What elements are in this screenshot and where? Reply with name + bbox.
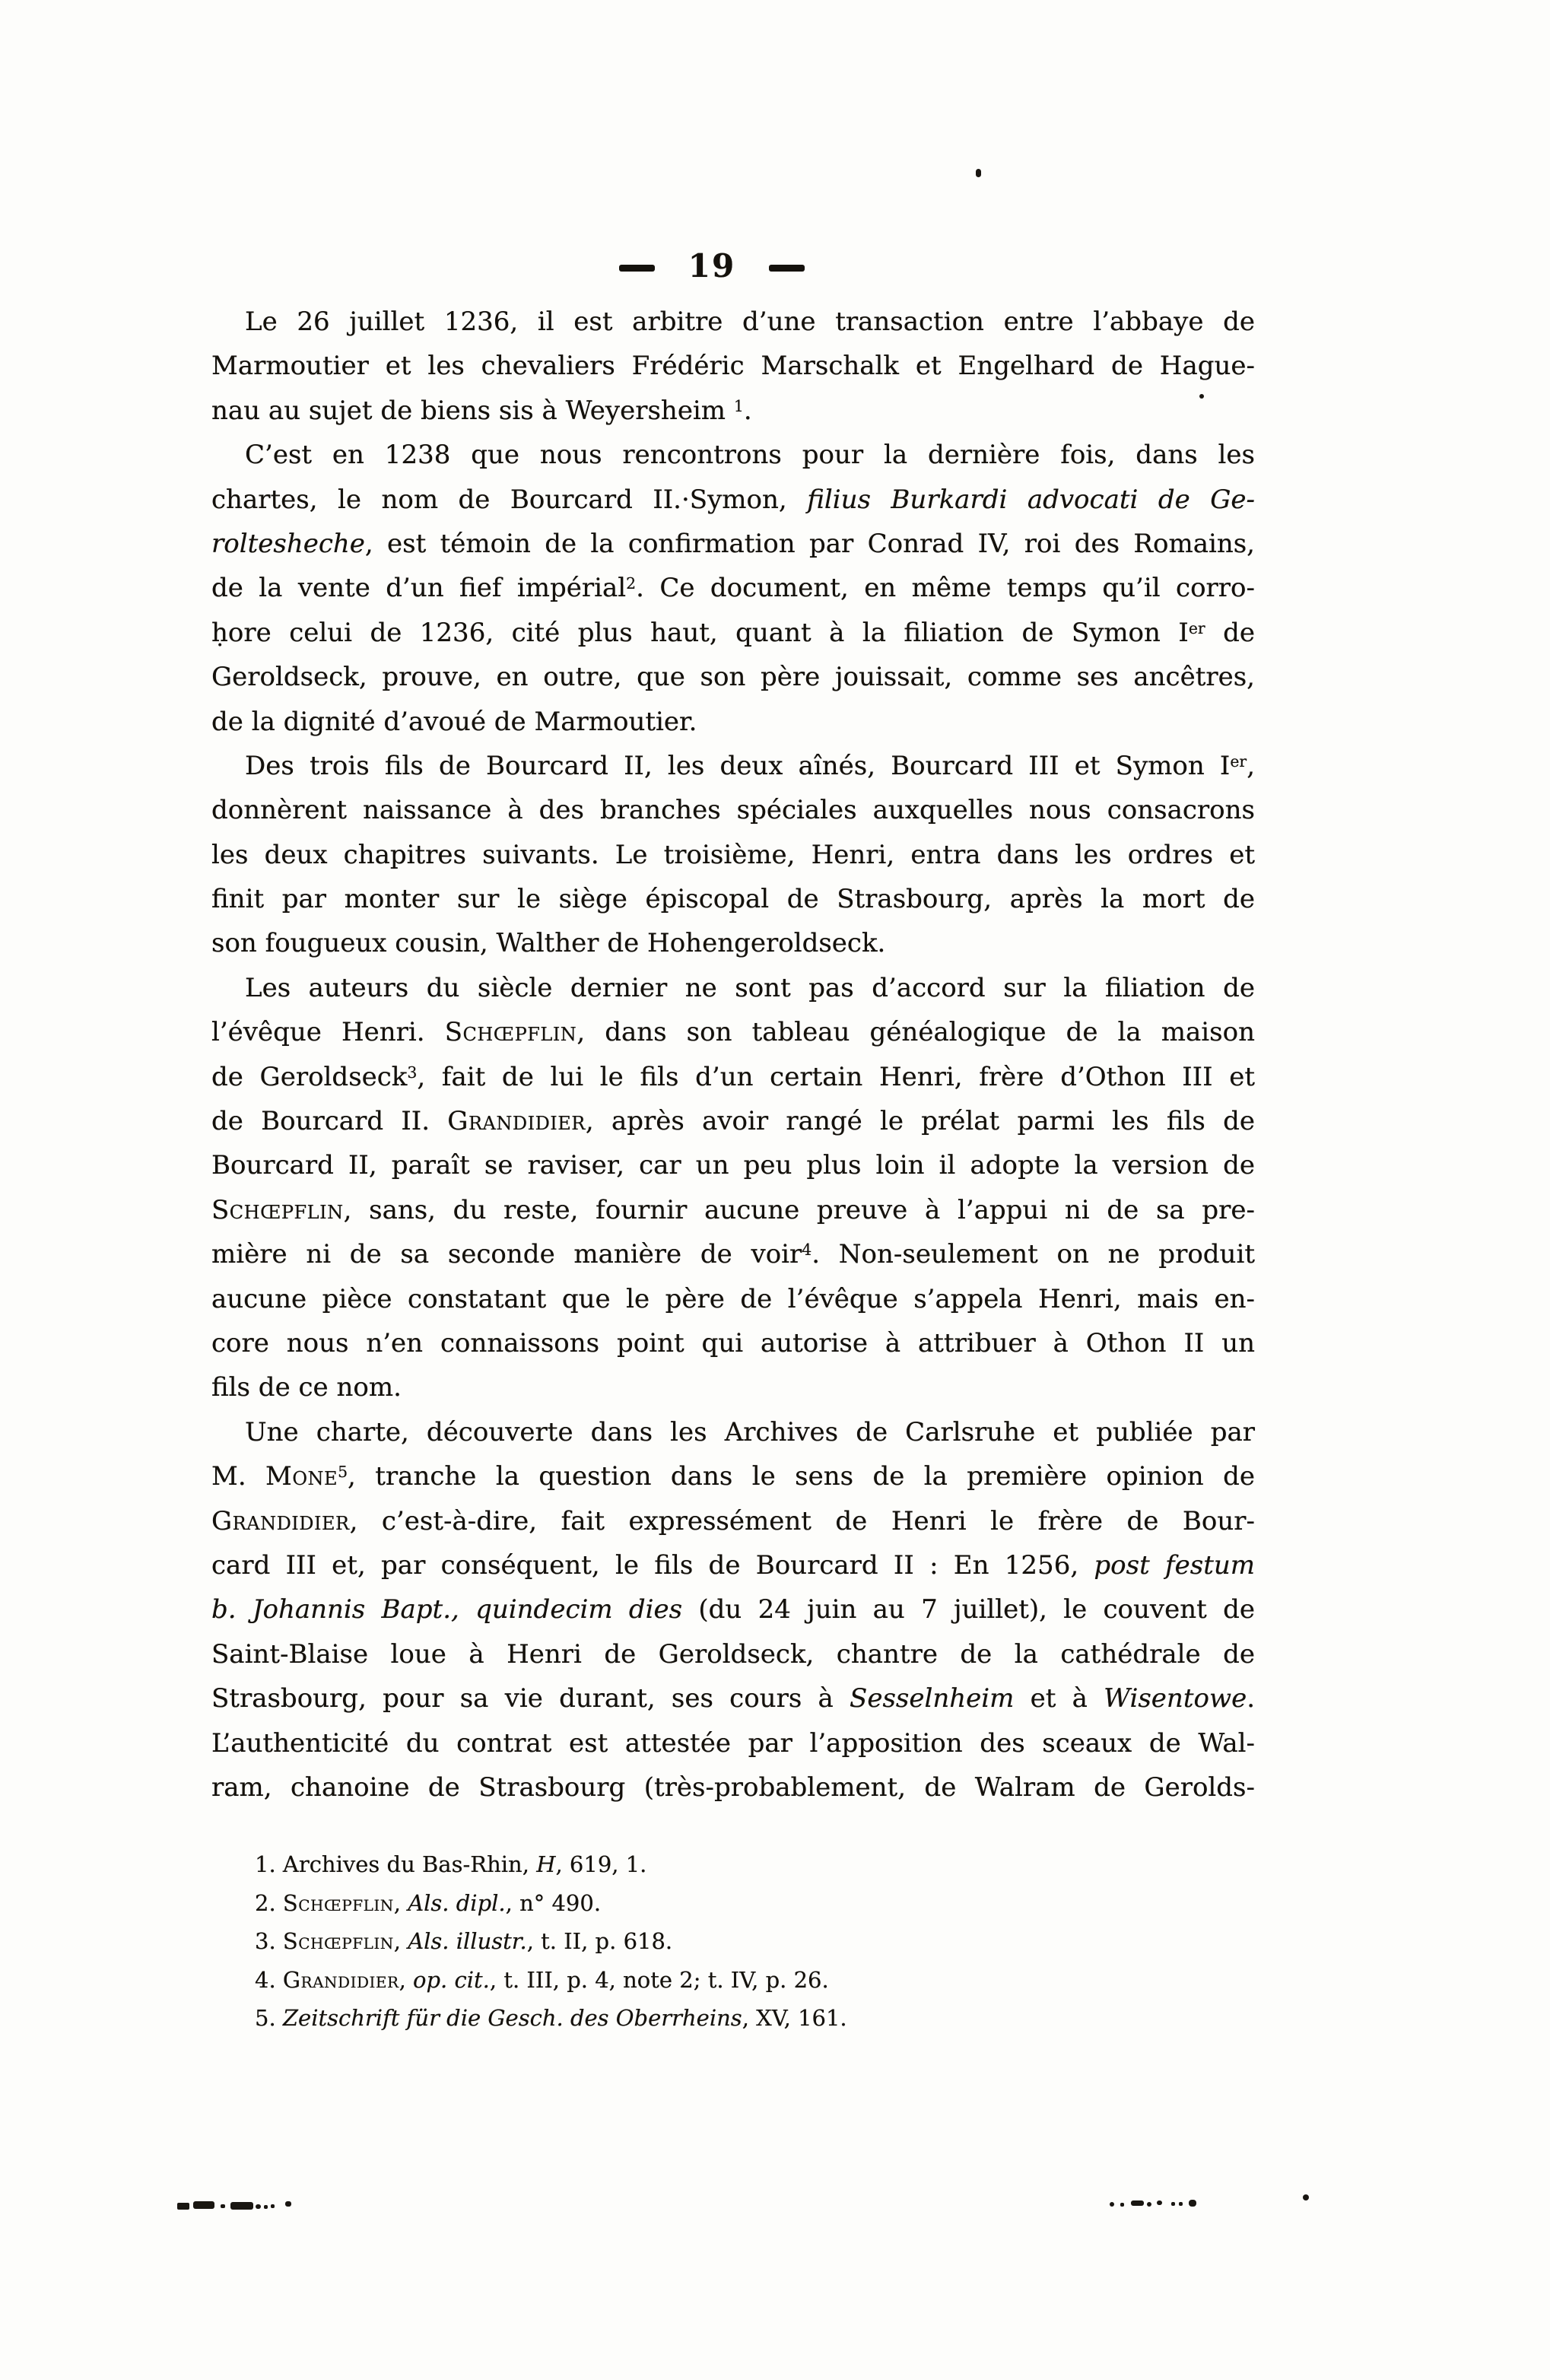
text-line: de Bourcard II. Grandidier, après avoir rangé le prélat parmi les fils de	[211, 1106, 1255, 1137]
text-line: donnèrent naissance à des branches spéciales auxquelles nous consacrons	[211, 795, 1255, 826]
scan-artifact	[1147, 2202, 1151, 2207]
text-line: les deux chapitres suivants. Le troisième, Henri, entra dans les ordres et	[211, 839, 1255, 870]
footnote-line: 1. Archives du Bas-Rhin, H, 619, 1.	[255, 1851, 647, 1877]
text-line: Geroldseck, prouve, en outre, que son père jouissait, comme ses ancêtres,	[211, 662, 1255, 693]
page-number: 19	[688, 247, 736, 284]
text-line: core nous n’en connaissons point qui autorise à attribuer à Othon II un	[211, 1327, 1255, 1358]
scan-artifact	[1179, 2202, 1183, 2206]
text-line: Grandidier, c’est-à-dire, fait expressément de Henri le frère de Bour-	[211, 1505, 1255, 1536]
footnote-line: 5. Zeitschrift für die Gesch. des Oberrheins, XV, 161.	[255, 2005, 847, 2031]
footnotes	[211, 1845, 1255, 2038]
page-header	[190, 246, 1234, 286]
scan-artifact	[221, 2204, 225, 2208]
scan-artifact	[1303, 2194, 1309, 2200]
scan-artifact	[1171, 2202, 1175, 2206]
text-line: Saint-Blaise loue à Henri de Geroldseck, chantre de la cathédrale de	[211, 1638, 1255, 1670]
scan-artifact	[256, 2204, 261, 2209]
text-line: L’authenticité du contrat est attestée par l’apposition des sceaux de Wal-	[211, 1727, 1255, 1759]
footnote-line: 4. Grandidier, op. cit., t. III, p. 4, note 2; t. IV, p. 26.	[255, 1966, 829, 1993]
scan-artifact	[1120, 2203, 1124, 2207]
text-line: de Geroldseck$^3$, fait de lui le fils d’un certain Henri, frère d’Othon III et	[211, 1061, 1255, 1092]
text-line: de la dignité d’avoué de Marmoutier.	[211, 706, 697, 737]
text-line: M. Mone$^5$, tranche la question dans le sens de la première opinion de	[211, 1461, 1255, 1492]
text-line: fils de ce nom.	[211, 1372, 402, 1403]
text-line: mière ni de sa seconde manière de voir$^4$. Non-seulement on ne produit	[211, 1239, 1255, 1270]
scan-artifact	[271, 2204, 275, 2208]
text-line: Bourcard II, paraît se raviser, car un peu plus loin il adopte la version de	[211, 1150, 1255, 1181]
text-line: roltesheche, est témoin de la confirmation par Conrad IV, roi des Romains,	[211, 528, 1255, 559]
scan-artifact	[177, 2203, 189, 2210]
text-line: Marmoutier et les chevaliers Frédéric Marschalk et Engelhard de Hague-	[211, 351, 1255, 382]
scan-artifact	[1110, 2202, 1114, 2207]
text-line: ḥore celui de 1236, cité plus haut, quant à la filiation de Symon Ier de	[211, 617, 1255, 648]
scan-artifact	[976, 169, 981, 177]
scan-artifact	[264, 2205, 268, 2209]
scan-artifact	[230, 2202, 253, 2210]
text-line: de la vente d’un fief impérial$^2$. Ce document, en même temps qu’il corro-	[211, 573, 1256, 604]
scan-artifact	[1131, 2200, 1144, 2206]
text-line: finit par monter sur le siège épiscopal de Strasbourg, après la mort de	[211, 884, 1255, 915]
text-line: aucune pièce constatant que le père de l’évêque s’appela Henri, mais en-	[211, 1283, 1255, 1314]
text-line: Strasbourg, pour sa vie durant, ses cours à Sesselnheim et à Wisentowe.	[211, 1683, 1255, 1714]
scan-artifact	[193, 2201, 214, 2209]
scan-artifact	[285, 2201, 291, 2207]
scan-artifact	[1199, 394, 1204, 399]
scan-artifact	[1189, 2200, 1196, 2207]
text-line: Des trois fils de Bourcard II, les deux aînés, Bourcard III et Symon Ier,	[245, 750, 1255, 781]
header-rule-right	[769, 265, 805, 272]
footnote-line: 2. Schœpflin, Als. dipl., n° 490.	[255, 1889, 602, 1916]
text-line: chartes, le nom de Bourcard II.·Symon, filius Burkardi advocati de Ge-	[211, 484, 1255, 515]
body-text	[211, 300, 1255, 1810]
text-line: son fougueux cousin, Walther de Hohengeroldseck.	[211, 928, 886, 959]
scan-artifact	[1157, 2200, 1162, 2205]
text-line: b. Johannis Bapt., quindecim dies (du 24 juin au 7 juillet), le couvent de	[211, 1594, 1255, 1625]
text-line: Une charte, découverte dans les Archives de Carlsruhe et publiée par	[245, 1416, 1255, 1447]
text-line: Schœpflin, sans, du reste, fournir aucune preuve à l’appui ni de sa pre-	[211, 1194, 1255, 1225]
text-line: ram, chanoine de Strasbourg (très-probablement, de Walram de Gerolds-	[211, 1771, 1255, 1803]
header-rule-left	[619, 265, 655, 272]
text-line: Le 26 juillet 1236, il est arbitre d’une transaction entre l’abbaye de	[245, 307, 1255, 337]
footnote-line: 3. Schœpflin, Als. illustr., t. II, p. 618.	[255, 1928, 673, 1954]
text-line: card III et, par conséquent, le fils de Bourcard II : En 1256, post festum	[211, 1549, 1255, 1581]
text-line: C’est en 1238 que nous rencontrons pour la dernière fois, dans les	[245, 440, 1255, 471]
text-line: Les auteurs du siècle dernier ne sont pas d’accord sur la filiation de	[245, 972, 1255, 1003]
text-line: l’évêque Henri. Schœpflin, dans son tableau généalogique de la maison	[211, 1017, 1255, 1048]
text-line: nau au sujet de biens sis à Weyersheim $^1$.	[211, 395, 752, 426]
